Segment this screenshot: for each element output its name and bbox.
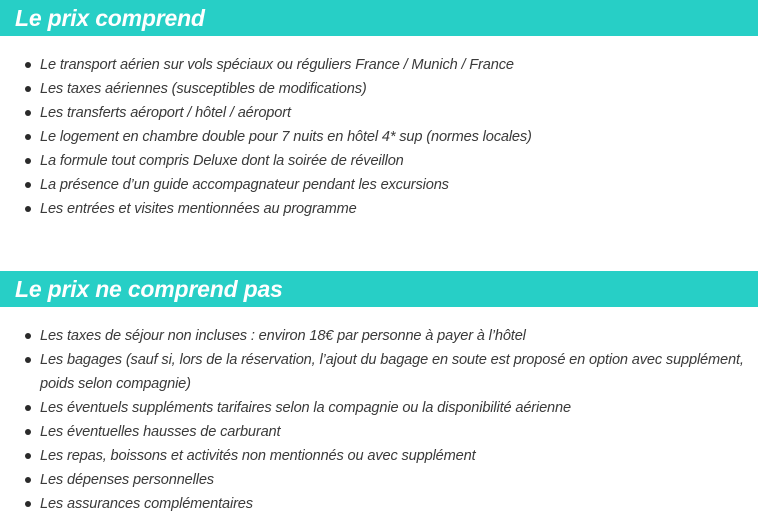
section-title-price-excludes: Le prix ne comprend pas [0,271,758,307]
bullet-icon [25,134,31,140]
list-item-text: Le transport aérien sur vols spéciaux ou réguliers France / Munich / France [40,57,514,73]
list-item-text: Les bagages (sauf si, lors de la réservation, l’ajout du bagage en soute est proposé en option avec supplément, poids selon compagnie) [40,352,744,392]
list-item-text: Les éventuelles hausses de carburant [40,424,281,440]
list-item [0,444,758,468]
list-item-text: Les entrées et visites mentionnées au programme [40,201,357,217]
list-item-text: Les taxes aériennes (susceptibles de modifications) [40,81,367,97]
list-item-text: Les éventuels suppléments tarifaires selon la compagnie ou la disponibilité aérienne [40,400,571,416]
bullet-icon [25,477,31,483]
list-item-text: Les assurances complémentaires [40,496,253,512]
bullet-icon [25,429,31,435]
bullet-icon [25,333,31,339]
bullet-icon [25,501,31,507]
bullet-icon [25,62,31,68]
list-item [0,173,758,197]
list-item [0,197,758,221]
list-item [0,125,758,149]
list-item [0,396,758,420]
list-item-text: Les repas, boissons et activités non mentionnés ou avec supplément [40,448,476,464]
list-item [0,348,758,396]
list-item [0,101,758,125]
list-item [0,420,758,444]
list-item-text: La présence d’un guide accompagnateur pendant les excursions [40,177,449,193]
list-item [0,468,758,492]
bullet-icon [25,357,31,363]
bullet-icon [25,86,31,92]
list-item [0,77,758,101]
list-item-text: Le logement en chambre double pour 7 nuits en hôtel 4* sup (normes locales) [40,129,532,145]
bullet-icon [25,182,31,188]
bullet-icon [25,206,31,212]
price-excludes-list [0,324,758,516]
list-item [0,149,758,173]
list-item [0,492,758,516]
price-includes-list [0,53,758,221]
list-item-text: Les transferts aéroport / hôtel / aéroport [40,105,291,121]
list-item-text: La formule tout compris Deluxe dont la soirée de réveillon [40,153,404,169]
list-item-text: Les dépenses personnelles [40,472,214,488]
list-item [0,53,758,77]
bullet-icon [25,453,31,459]
bullet-icon [25,158,31,164]
bullet-icon [25,110,31,116]
section-title-price-includes: Le prix comprend [0,0,758,36]
list-item [0,324,758,348]
list-item-text: Les taxes de séjour non incluses : environ 18€ par personne à payer à l’hôtel [40,328,526,344]
bullet-icon [25,405,31,411]
